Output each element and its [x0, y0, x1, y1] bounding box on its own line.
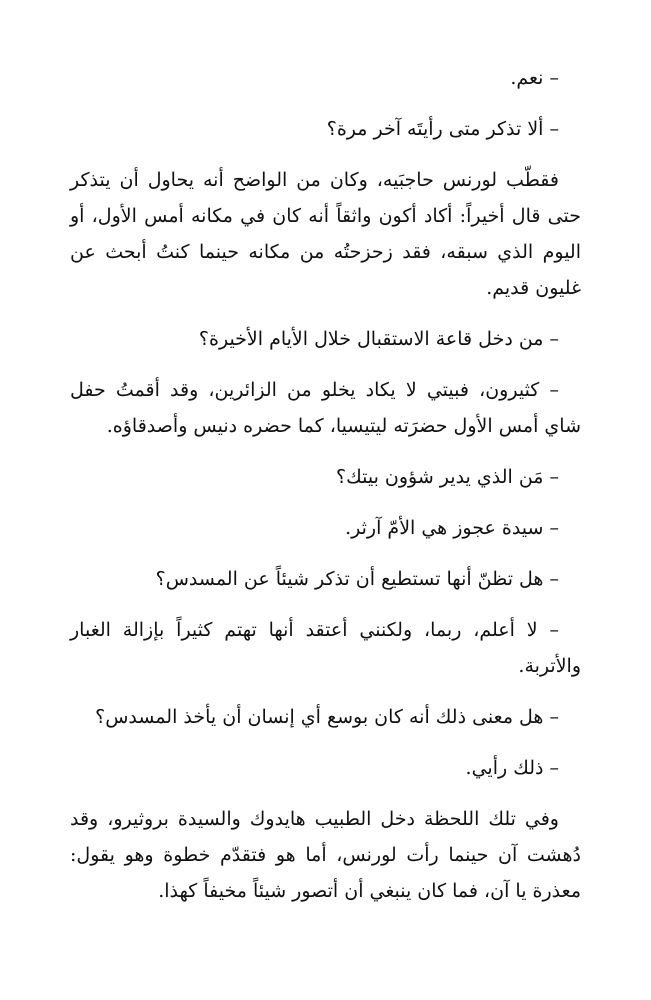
- paragraph-7: – سيدة عجوز هي الأمّ آرثر.: [345, 517, 559, 539]
- paragraph-12: وفي تلك اللحظة دخل الطبيب هايدوك والسيدة بروثيرو، وقد دُهشت آن حينما رأت لورنس، أما هو فتقدّم خطوة وهو يقول: معذرة يا آن، فما كان ينبغي أن أتصور شيئاً مخيفاً كهذا.: [70, 808, 581, 902]
- paragraph-9: – لا أعلم، ربما، ولكنني أعتقد أنها تهتم كثيراً بإزالة الغبار والأتربة.: [70, 619, 581, 677]
- paragraph-10: – هل معنى ذلك أنه كان بوسع أي إنسان أن يأخذ المسدس؟: [95, 706, 559, 728]
- paragraph-4: – من دخل قاعة الاستقبال خلال الأيام الأخيرة؟: [198, 328, 559, 350]
- paragraph-3: فقطّب لورنس حاجبَيه، وكان من الواضح أنه يحاول أن يتذكر حتى قال أخيراً: أكاد أكون واثقاً أنه كان في مكانه أمس الأول، أو اليوم الذي سبقه، فقد زحزحتُه من مكانه حينما كنتُ أبحث عن غليون قديم.: [70, 169, 581, 299]
- paragraph-2: – ألا تذكر متى رأيتَه آخر مرة؟: [326, 118, 559, 140]
- paragraph-5: – كثيرون، فبيتي لا يكاد يخلو من الزائرين، وقد أقمتُ حفل شاي أمس الأول حضرَته ليتيسيا، كما حضره دنيس وأصدقاؤه.: [70, 379, 581, 437]
- paragraph-6: – مَن الذي يدير شؤون بيتك؟: [336, 466, 559, 488]
- paragraph-11: – ذلك رأيي.: [465, 757, 559, 779]
- paragraph-8: – هل تظنّ أنها تستطيع أن تذكر شيئاً عن المسدس؟: [155, 568, 559, 590]
- paragraph-1: – نعم.: [510, 67, 559, 89]
